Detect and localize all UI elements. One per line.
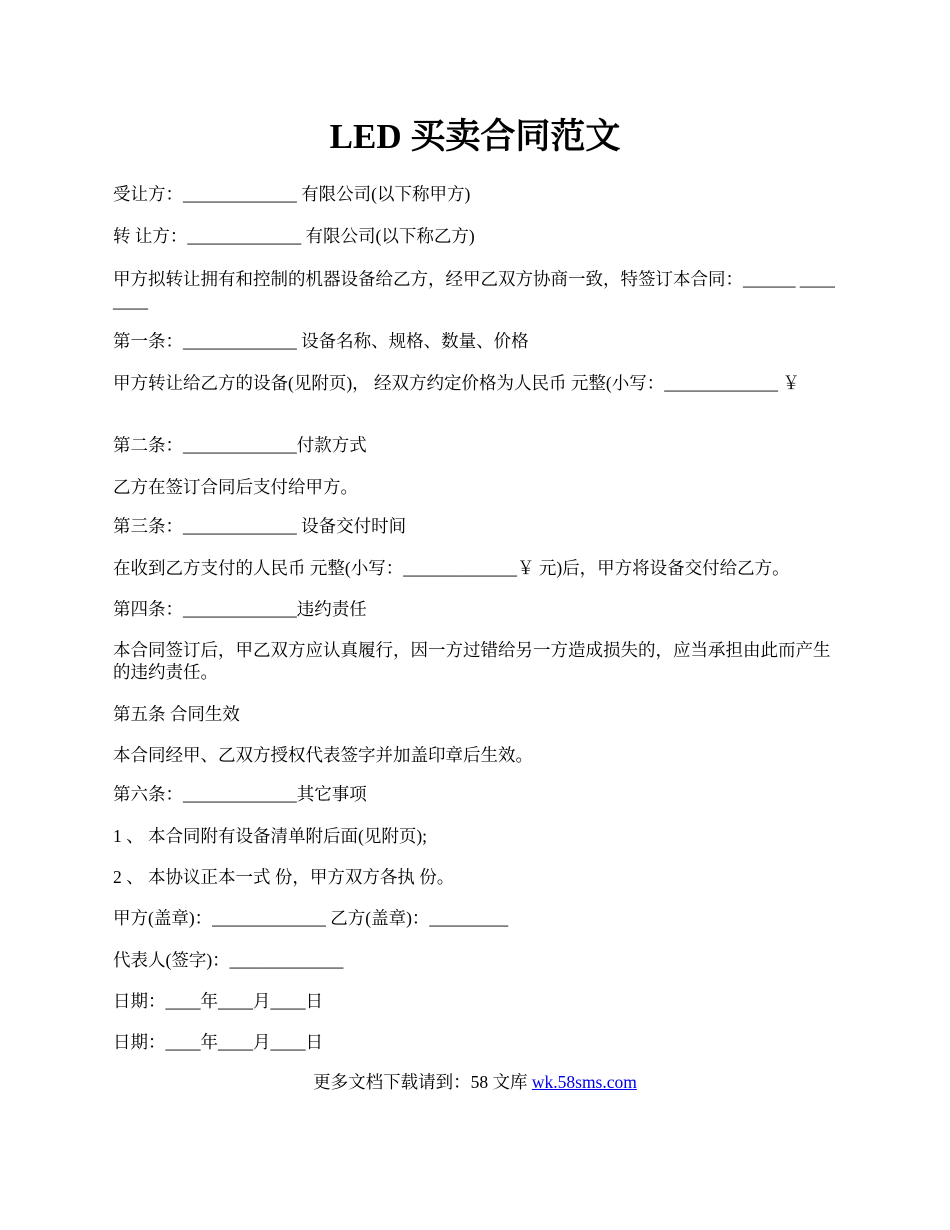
paragraph-article-3: 第三条：_____________ 设备交付时间 — [113, 516, 407, 536]
paragraph-article-1: 第一条：_____________ 设备名称、规格、数量、价格 — [113, 331, 529, 351]
page-footer — [0, 1070, 950, 1094]
paragraph-delivery: 在收到乙方支付的人民币 元整(小写：_____________￥ 元)后，甲方将设备交付给乙方。 — [113, 558, 790, 578]
paragraph-article-5: 第五条 合同生效 — [113, 704, 240, 724]
paragraph-effect: 本合同经甲、乙双方授权代表签字并加盖印章后生效。 — [113, 745, 533, 765]
paragraph-intro: 甲方拟转让拥有和控制的机器设备给乙方，经甲乙双方协商一致，特签订本合同：______ ________ — [113, 269, 835, 311]
paragraph-date-2: 日期：____年____月____日 — [113, 1032, 323, 1052]
paragraph-item-1: 1 、 本合同附有设备清单附后面(见附页); — [113, 826, 428, 846]
paragraph-assignor: 转 让方：_____________ 有限公司(以下称乙方) — [113, 226, 475, 246]
footer-text: 更多文档下载请到：58 文库 — [313, 1072, 532, 1092]
paragraph-date-1: 日期：____年____月____日 — [113, 991, 323, 1011]
paragraph-price: 甲方转让给乙方的设备(见附页)， 经双方约定价格为人民币 元整(小写：_____________ ￥ — [113, 373, 800, 393]
paragraph-representative: 代表人(签字)：_____________ — [113, 950, 344, 970]
footer-link[interactable]: wk.58sms.com — [531, 1072, 637, 1092]
paragraph-liability: 本合同签订后，甲乙双方应认真履行，因一方过错给另一方造成损失的，应当承担由此而产生 的违约责任。 — [113, 640, 835, 682]
document-title: LED 买卖合同范文 — [329, 117, 621, 156]
paragraph-article-2: 第二条：_____________付款方式 — [113, 435, 367, 455]
paragraph-payment: 乙方在签订合同后支付给甲方。 — [113, 477, 358, 497]
paragraph-seals: 甲方(盖章)：_____________ 乙方(盖章)：_________ — [113, 908, 509, 928]
paragraph-item-2: 2 、 本协议正本一式 份，甲方双方各执 份。 — [113, 867, 455, 887]
paragraph-article-4: 第四条：_____________违约责任 — [113, 599, 367, 619]
paragraph-assignee: 受让方：_____________ 有限公司(以下称甲方) — [113, 184, 471, 204]
paragraph-article-6: 第六条：_____________其它事项 — [113, 784, 367, 804]
